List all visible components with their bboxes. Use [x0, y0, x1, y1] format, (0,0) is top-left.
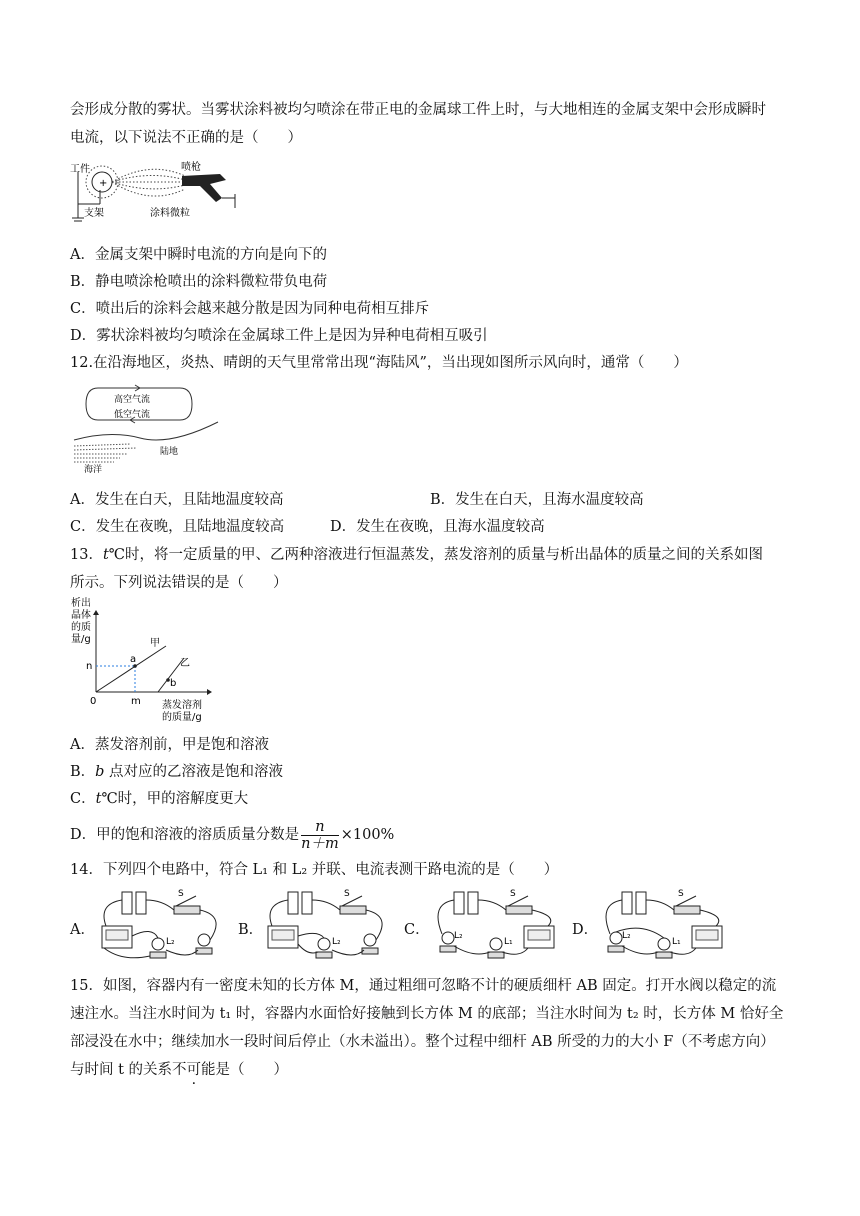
q13-label-a: a: [130, 654, 137, 665]
svg-text:S: S: [678, 889, 684, 899]
q13-number: 13．: [70, 547, 103, 563]
q13-fraction: $\frac{n}{n+m}$: [301, 818, 339, 852]
svg-text:量/g: 量/g: [71, 634, 91, 645]
svg-text:+: +: [99, 178, 108, 189]
q11-fig-particles-label: 涂料微粒: [150, 208, 190, 219]
svg-text:L₂: L₂: [454, 931, 463, 941]
svg-text:蒸发溶剂: 蒸发溶剂: [162, 700, 202, 711]
q14-option-d-label: D．: [572, 922, 599, 938]
q13-label-jia: 甲: [150, 638, 160, 649]
q13-stem-line1: [70, 545, 763, 565]
q11-stem-line2: 电流，以下说法不正确的是（ ）: [70, 130, 302, 146]
q13-stem-text: ℃时，将一定质量的甲、乙两种溶液进行恒温蒸发，蒸发溶剂的质量与析出晶体的质量之间的关系如图: [108, 547, 763, 563]
q15-emphasis: 不可能: [172, 1062, 216, 1078]
q13-label-m: m: [131, 696, 141, 707]
q11-option-b: B．静电喷涂枪喷出的涂料微粒带负电荷: [70, 274, 328, 290]
q12-sea-land-breeze-figure: [70, 382, 220, 474]
svg-text:S: S: [344, 889, 350, 899]
q15-stem-line1: 15．如图，容器内有一密度未知的长方体 M，通过粗细可忽略不计的硬质细杆 AB 固定。打开水阀以稳定的流: [70, 978, 777, 994]
q14-circuit-b: [258, 886, 398, 964]
svg-text:析出: 析出: [71, 598, 91, 609]
q13-option-a: A．蒸发溶剂前，甲是饱和溶液: [70, 737, 269, 753]
svg-text:L₁: L₁: [672, 937, 681, 947]
q12-option-c: C．发生在夜晚，且陆地温度较高: [70, 519, 285, 535]
q14-circuit-a: [92, 886, 232, 964]
q13-option-c: C．t℃时，甲的溶解度更大: [70, 791, 249, 807]
q13-option-d: D．甲的饱和溶液的溶质质量分数是 $\frac{n}{n+m}$ ×100%: [70, 818, 395, 852]
q12-fig-sea-label: 海洋: [84, 465, 103, 474]
q13-option-b: B．b 点对应的乙溶液是饱和溶液: [70, 764, 284, 780]
svg-text:L₂: L₂: [332, 937, 341, 947]
q12-option-a: A．发生在白天，且陆地温度较高: [70, 492, 284, 508]
q13-line-jia: [96, 646, 166, 692]
q11-spray-figure: [70, 158, 245, 226]
q12-option-d: D．发生在夜晚，且海水温度较高: [330, 519, 545, 535]
q13-evaporation-chart: [70, 596, 220, 724]
q13-chart-ylabel: [71, 596, 91, 645]
q12-fig-land-label: 陆地: [160, 447, 179, 457]
q14-circuit-c: [424, 886, 564, 964]
svg-text:S: S: [510, 889, 516, 899]
q11-option-d: D．雾状涂料被均匀喷涂在金属球工件上是因为异种电荷相互吸引: [70, 328, 488, 344]
q13-label-origin: 0: [90, 696, 97, 707]
q11-option-c: C．喷出后的涂料会越来越分散是因为同种电荷相互排斥: [70, 301, 430, 317]
q11-option-a: A．金属支架中瞬时电流的方向是向下的: [70, 247, 327, 263]
q12-stem: 12.在沿海地区，炎热、晴朗的天气里常常出现“海陆风”，当出现如图所示风向时，通常（ ）: [70, 355, 688, 371]
svg-text:L₂: L₂: [166, 937, 175, 947]
svg-text:的质: 的质: [71, 622, 91, 633]
q11-stem-line1: 会形成分散的雾状。当雾状涂料被均匀喷涂在带正电的金属球工件上时，与大地相连的金属支架中会形成瞬时: [70, 102, 766, 118]
q14-stem: 14．下列四个电路中，符合 L₁ 和 L₂ 并联、电流表测干路电流的是（ ）: [70, 862, 559, 878]
q13-label-b: b: [170, 678, 177, 689]
q15-stem-line3: 部浸没在水中；继续加水一段时间后停止（水未溢出）。整个过程中细杆 AB 所受的力的大小 F（不考虑方向）: [70, 1034, 775, 1050]
q11-fig-gun-label: 喷枪: [181, 162, 201, 173]
q13-chart-xlabel: [162, 698, 202, 723]
q13-t-symbol: t: [102, 547, 109, 563]
svg-text:晶体: 晶体: [71, 610, 91, 621]
q15-stem-line4: 与时间 t 的关系不可能是（ ）: [70, 1062, 289, 1078]
q12-option-b: B．发生在白天，且海水温度较高: [430, 492, 644, 508]
svg-text:L₁: L₁: [504, 937, 513, 947]
q13-stem-line2: 所示。下列说法错误的是（ ）: [70, 575, 288, 591]
svg-text:L₂: L₂: [622, 931, 631, 941]
q14-option-a-label: A．: [70, 922, 95, 938]
q14-option-c-label: C．: [404, 922, 430, 938]
q12-fig-high-label: 高空气流: [114, 395, 151, 405]
svg-text:的质量/g: 的质量/g: [162, 712, 202, 723]
q14-circuit-d: [592, 886, 732, 964]
q15-stem-line2: 速注水。当注水时间为 t₁ 时，容器内水面恰好接触到长方体 M 的底部；当注水时间为 t₂ 时，长方体 M 恰好全: [70, 1006, 784, 1022]
q11-fig-stand-label: 支架: [84, 208, 104, 219]
q13-label-yi: 乙: [180, 658, 190, 669]
svg-text:S: S: [178, 889, 184, 899]
q11-fig-workpiece-label: 工件: [70, 164, 90, 175]
q12-fig-low-label: 低空气流: [114, 410, 151, 420]
q13-label-n: n: [86, 661, 93, 672]
q14-option-b-label: B．: [238, 922, 264, 938]
